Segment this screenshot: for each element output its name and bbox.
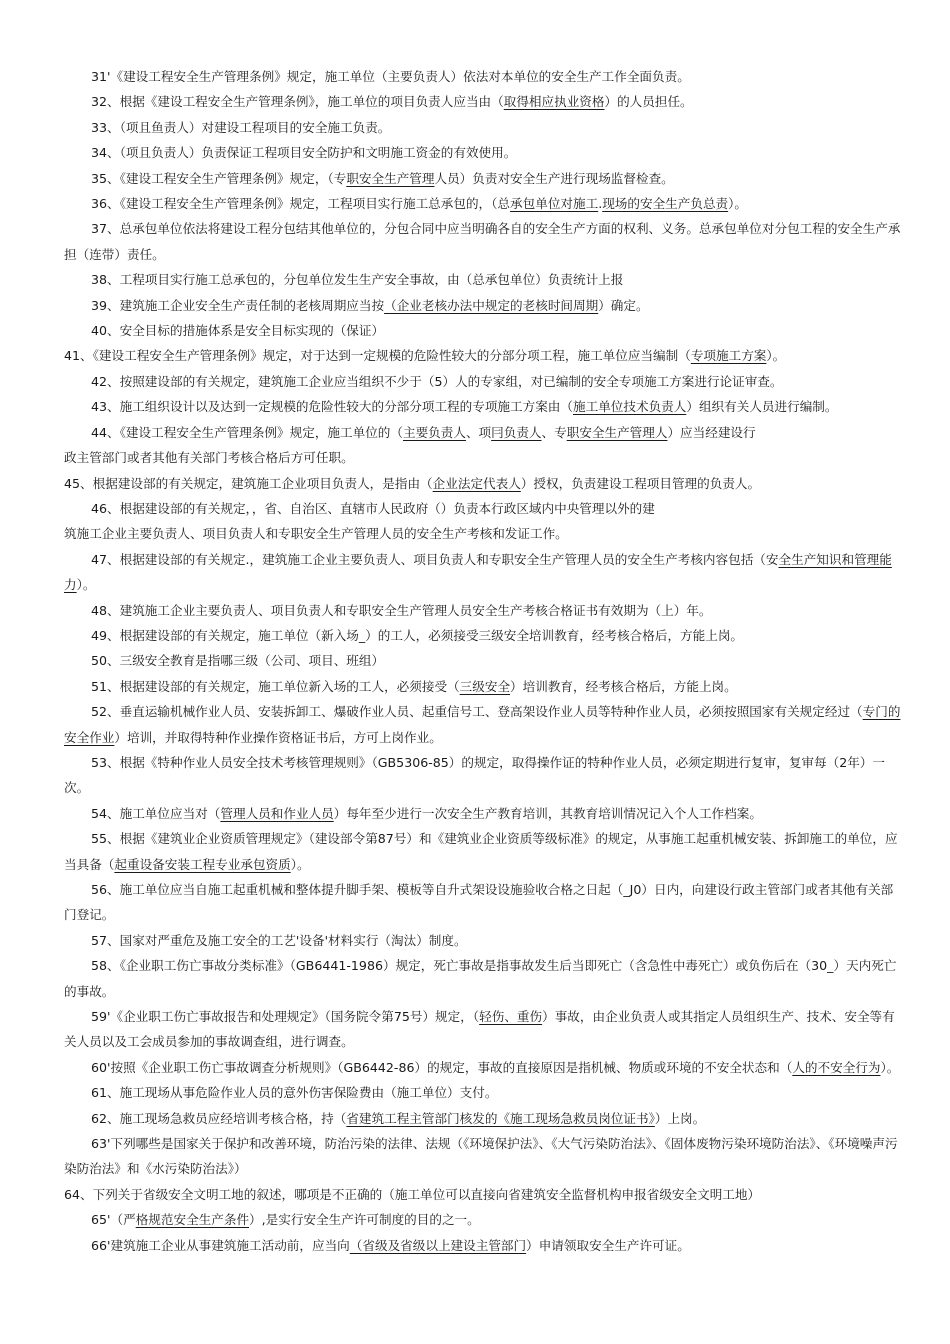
underlined-answer: 企业法定代表人 xyxy=(432,475,521,491)
underlined-answer: 起重设备安装工程专业承包资质 xyxy=(114,856,291,872)
question-paragraph xyxy=(64,216,902,267)
question-text: 42、按照建设部的有关规定，建筑施工企业应当组织不少于（5）人的专家组，对已编制的安全专项施工方案进行论证审查。 xyxy=(91,373,783,389)
question-text: 43、施工组织设计以及达到一定规模的危险性较大的分部分项工程的专项施工方案由（ xyxy=(91,399,573,415)
question-paragraph xyxy=(64,521,902,546)
underlined-answer: （企业老核办法中规定的老核时间周期 xyxy=(384,297,599,313)
question-text: 45、根据建设部的有关规定，建筑施工企业项目负责人，是指由（ xyxy=(64,475,433,491)
question-text: 48、建筑施工企业主要负责人、项目负责人和专职安全生产管理人员安全生产考核合格证书有效期为（上）年。 xyxy=(91,602,712,618)
question-paragraph xyxy=(64,140,902,165)
underlined-answer: （省级及省级以上建设主管部门 xyxy=(349,1237,527,1253)
underlined-answer: 冃负责人 xyxy=(491,424,542,440)
underlined-answer: 管理人员和作业人员 xyxy=(220,805,334,821)
question-paragraph xyxy=(64,1233,902,1258)
underlined-answer: 承包单位对施工 xyxy=(510,196,599,212)
underlined-answer: 人的不安全行为 xyxy=(792,1059,881,1075)
question-text: 54、施工单位应当对（ xyxy=(91,805,221,821)
question-paragraph xyxy=(64,166,902,191)
underlined-answer: 三级安全 xyxy=(459,678,511,694)
question-text: 31'《建设工程安全生产管理条例》规定，施工单位（主要负责人）依法对本单位的安全生产工作全面负责。 xyxy=(91,69,690,84)
question-paragraph xyxy=(64,293,902,318)
question-text: ）,是实行安全生产许可制度的目的之一。 xyxy=(249,1212,480,1228)
question-text: 50、三级安全教育是指哪三级（公司、项目、班组） xyxy=(91,653,385,669)
underlined-answer: 全生产知识和管理能力 xyxy=(64,551,892,593)
question-text: 46、根据建设部的有关规定，，省、自治区、直辖市人民政府（）负责本行政区域内中央管理以外的建 xyxy=(91,500,655,516)
question-text: . xyxy=(598,196,603,212)
question-paragraph xyxy=(64,1080,902,1105)
underlined-answer: 专项施工方案 xyxy=(690,348,767,364)
question-text: 59'《企业职工伤亡事故报告和处理规定》（国务院令第75号）规定，（ xyxy=(91,1009,480,1025)
question-paragraph xyxy=(64,1106,902,1131)
question-paragraph xyxy=(64,826,902,877)
question-text: ）上岗。 xyxy=(654,1110,706,1126)
question-text: 57、国家对严重危及施工安全的工艺'设备'材料实行（淘汰）制度。 xyxy=(91,932,467,948)
question-paragraph xyxy=(64,547,902,598)
question-paragraph xyxy=(64,267,902,292)
question-paragraph xyxy=(64,1182,902,1207)
question-paragraph xyxy=(64,877,902,928)
question-text: 、项 xyxy=(465,424,492,440)
question-paragraph xyxy=(64,1004,902,1055)
question-text: 63'下列哪些是国家关于保护和改善环境，防治污染的法律、法规（《环境保护法》、《大气污染防治法》、《固体废物污染环境防治法》、《环境噪声污染防治法》和《水污染防治法》） xyxy=(64,1136,898,1177)
underlined-answer: 轻伤、重伤 xyxy=(479,1009,543,1025)
question-text: 65'（严 xyxy=(91,1212,136,1228)
question-paragraph xyxy=(64,928,902,953)
underlined-answer: 取得相应执业资格 xyxy=(503,94,605,110)
question-text: ）事故，由企业负责人或其指定人员组织生产、技术、安全等有关人员以及工会成员参加的事故调查组，进行调查。 xyxy=(64,1009,895,1050)
question-paragraph xyxy=(64,801,902,826)
question-text: ）确定。 xyxy=(598,297,649,313)
question-paragraph xyxy=(64,445,902,470)
question-paragraph xyxy=(64,750,902,801)
question-text: 40、安全目标的措施体系是安全目标实现的（保证） xyxy=(91,323,385,339)
question-text: 政主管部门或者其他有关部门考核合格后方可任职。 xyxy=(64,450,354,466)
question-text: ）申请领取安全生产许可证。 xyxy=(526,1237,690,1253)
question-text: 64、下列关于省级安全文明工地的叙述，哪项是不正确的（施工单位可以直接向省建筑安全监督机构申报省级安全文明工地） xyxy=(64,1186,761,1202)
question-paragraph xyxy=(64,648,902,673)
question-text: 38、工程项目实行施工总承包的，分包单位发生生产安全事故，由（总承包单位）负责统计上报 xyxy=(91,272,624,288)
question-paragraph xyxy=(64,623,902,648)
question-paragraph xyxy=(64,369,902,394)
question-text: 61、施工现场从事危险作业人员的意外伤害保险费由（施工单位）支付。 xyxy=(91,1085,498,1101)
question-paragraph xyxy=(64,699,902,750)
question-text: ）。 xyxy=(766,348,786,364)
question-text: ）。 xyxy=(290,856,310,872)
underlined-answer: 省建筑工程主管部门核发的《施工现场急救员岗位证书》 xyxy=(346,1110,655,1126)
underlined-answer: 专门的安全作业 xyxy=(64,704,901,745)
question-text: 52、垂直运输机械作业人员、安装拆卸工、爆破作业人员、起重信号工、登高架设作业人员等特种作业人员，必须按照国家有关规定经过（ xyxy=(91,704,863,720)
question-paragraph xyxy=(64,674,902,699)
question-paragraph xyxy=(64,64,902,89)
question-text: ）每年至少进行一次安全生产教育培训，其教育培训情况记入个人工作档案。 xyxy=(333,805,762,821)
question-text: 人员）负责对安全生产进行现场监督检查。 xyxy=(434,170,674,186)
question-text: 筑施工企业主要负责人、项目负责人和专职安全生产管理人员的安全生产考核和发证工作。 xyxy=(64,526,568,542)
question-text: 37、总承包单位依法将建设工程分包结其他单位的，分包合同中应当明确各自的安全生产方面的权利、义务。总承包单位对分包工程的安全生产承担（连带）责任。 xyxy=(64,221,901,262)
question-text: ）。 xyxy=(728,196,748,212)
question-text: ）组织有关人员进行编制。 xyxy=(686,399,838,415)
question-text: ）。 xyxy=(880,1059,900,1075)
question-text: 44、《建设工程安全生产管理条例》规定，施工单位的（ xyxy=(91,424,403,440)
underlined-answer: 职安全生产管理人 xyxy=(566,424,668,440)
question-paragraph xyxy=(64,420,902,445)
question-paragraph xyxy=(64,471,902,496)
question-paragraph xyxy=(64,191,902,216)
question-text: 34、（项且负责人）负责保证工程项目安全防护和文明施工资金的有效使用。 xyxy=(91,145,517,161)
question-paragraph xyxy=(64,598,902,623)
underlined-answer: 格规范安全生产条件 xyxy=(135,1212,250,1228)
underlined-answer: 主要负责人 xyxy=(402,424,466,440)
underlined-answer: 职安全生产管理 xyxy=(346,170,435,186)
question-text: 41、《建设工程安全生产管理条例》规定，对于达到一定规模的危险性较大的分部分项工程，施工单位应当编制（ xyxy=(64,348,691,364)
question-text: 33、（项且鱼责人）对建设工程项目的安全施工负责。 xyxy=(91,119,391,135)
question-text: ）培训，并取得特种作业操作资格证书后，方可上岗作业。 xyxy=(114,729,442,745)
question-text: 55、根据《建筑业企业资质管理规定》（建设部令第87号）和《建筑业企业资质等级标准》的规定，从事施工起重机械安装、拆卸施工的单位，应当具备（ xyxy=(64,831,898,872)
question-text: ）。 xyxy=(76,577,96,593)
question-paragraph xyxy=(64,1131,902,1182)
question-text: 36、《建设工程安全生产管理条例》规定，工程项目实行施工总承包的，（总 xyxy=(91,196,511,212)
question-text: 47、根据建设部的有关规定.，建筑施工企业主要负责人、项目负责人和专职安全生产管理人员的安全生产考核内容包括（安 xyxy=(91,551,779,567)
question-paragraph xyxy=(64,89,902,114)
question-paragraph xyxy=(64,343,902,368)
question-text: 51、根据建设部的有关规定，施工单位新入场的工人，必须接受（ xyxy=(91,678,460,694)
question-paragraph xyxy=(64,115,902,140)
question-paragraph xyxy=(64,1207,902,1232)
question-text: 56、施工单位应当自施工起重机械和整体提升脚手架、模板等自升式架设设施验收合格之日起（_J0）日内，向建设行政主管部门或者其他有关部门登记。 xyxy=(64,882,894,923)
question-paragraph xyxy=(64,318,902,343)
question-text: 62、施工现场急救员应经培训考核合格，持（ xyxy=(91,1110,347,1126)
question-text: 39、建筑施工企业安全生产责任制的老核周期应当按 xyxy=(91,297,385,313)
question-text: 、专 xyxy=(541,424,567,440)
underlined-answer: 现场的安全生产负总责 xyxy=(602,196,729,212)
underlined-answer: 施工单位技术负责人 xyxy=(573,399,687,415)
question-text: 32、根据《建设工程安全生产管理条例》，施工单位的项目负责人应当由（ xyxy=(91,94,504,110)
question-text: ）培训教育，经考核合格后，方能上岗。 xyxy=(510,678,737,694)
question-paragraph xyxy=(64,953,902,1004)
question-text: 49、根据建设部的有关规定，施工单位（新入场_）的工人，必须接受三级安全培训教育，经考核合格后，方能上岗。 xyxy=(91,627,744,643)
question-text: 53、根据《特种作业人员安全技术考核管理规则》（GB5306-85）的规定，取得操作证的特种作业人员，必须定期进行复审，复审每（2年）一次。 xyxy=(64,754,886,796)
question-text: 35、《建设工程安全生产管理条例》规定，（专 xyxy=(91,170,347,186)
question-text: 58、《企业职工伤亡事故分类标准》（GB6441-1986）规定，死亡事故是指事故发生后当即死亡（含急性中毒死亡）或负伤后在（30_）天内死亡的事故。 xyxy=(64,958,897,999)
question-text: ）授权，负责建设工程项目管理的负责人。 xyxy=(520,475,761,491)
question-paragraph xyxy=(64,394,902,419)
question-text: 60'按照《企业职工伤亡事故调查分析规则》（GB6442-86）的规定，事故的直接原因是指机械、物质或环境的不安全状态和（ xyxy=(91,1059,793,1075)
question-paragraph xyxy=(64,496,902,521)
question-text: 66'建筑施工企业从事建筑施工活动前，应当向 xyxy=(91,1237,350,1253)
question-text: ）的人员担任。 xyxy=(604,94,693,110)
question-paragraph xyxy=(64,1055,902,1080)
question-text: ）应当经建设行 xyxy=(667,424,756,440)
